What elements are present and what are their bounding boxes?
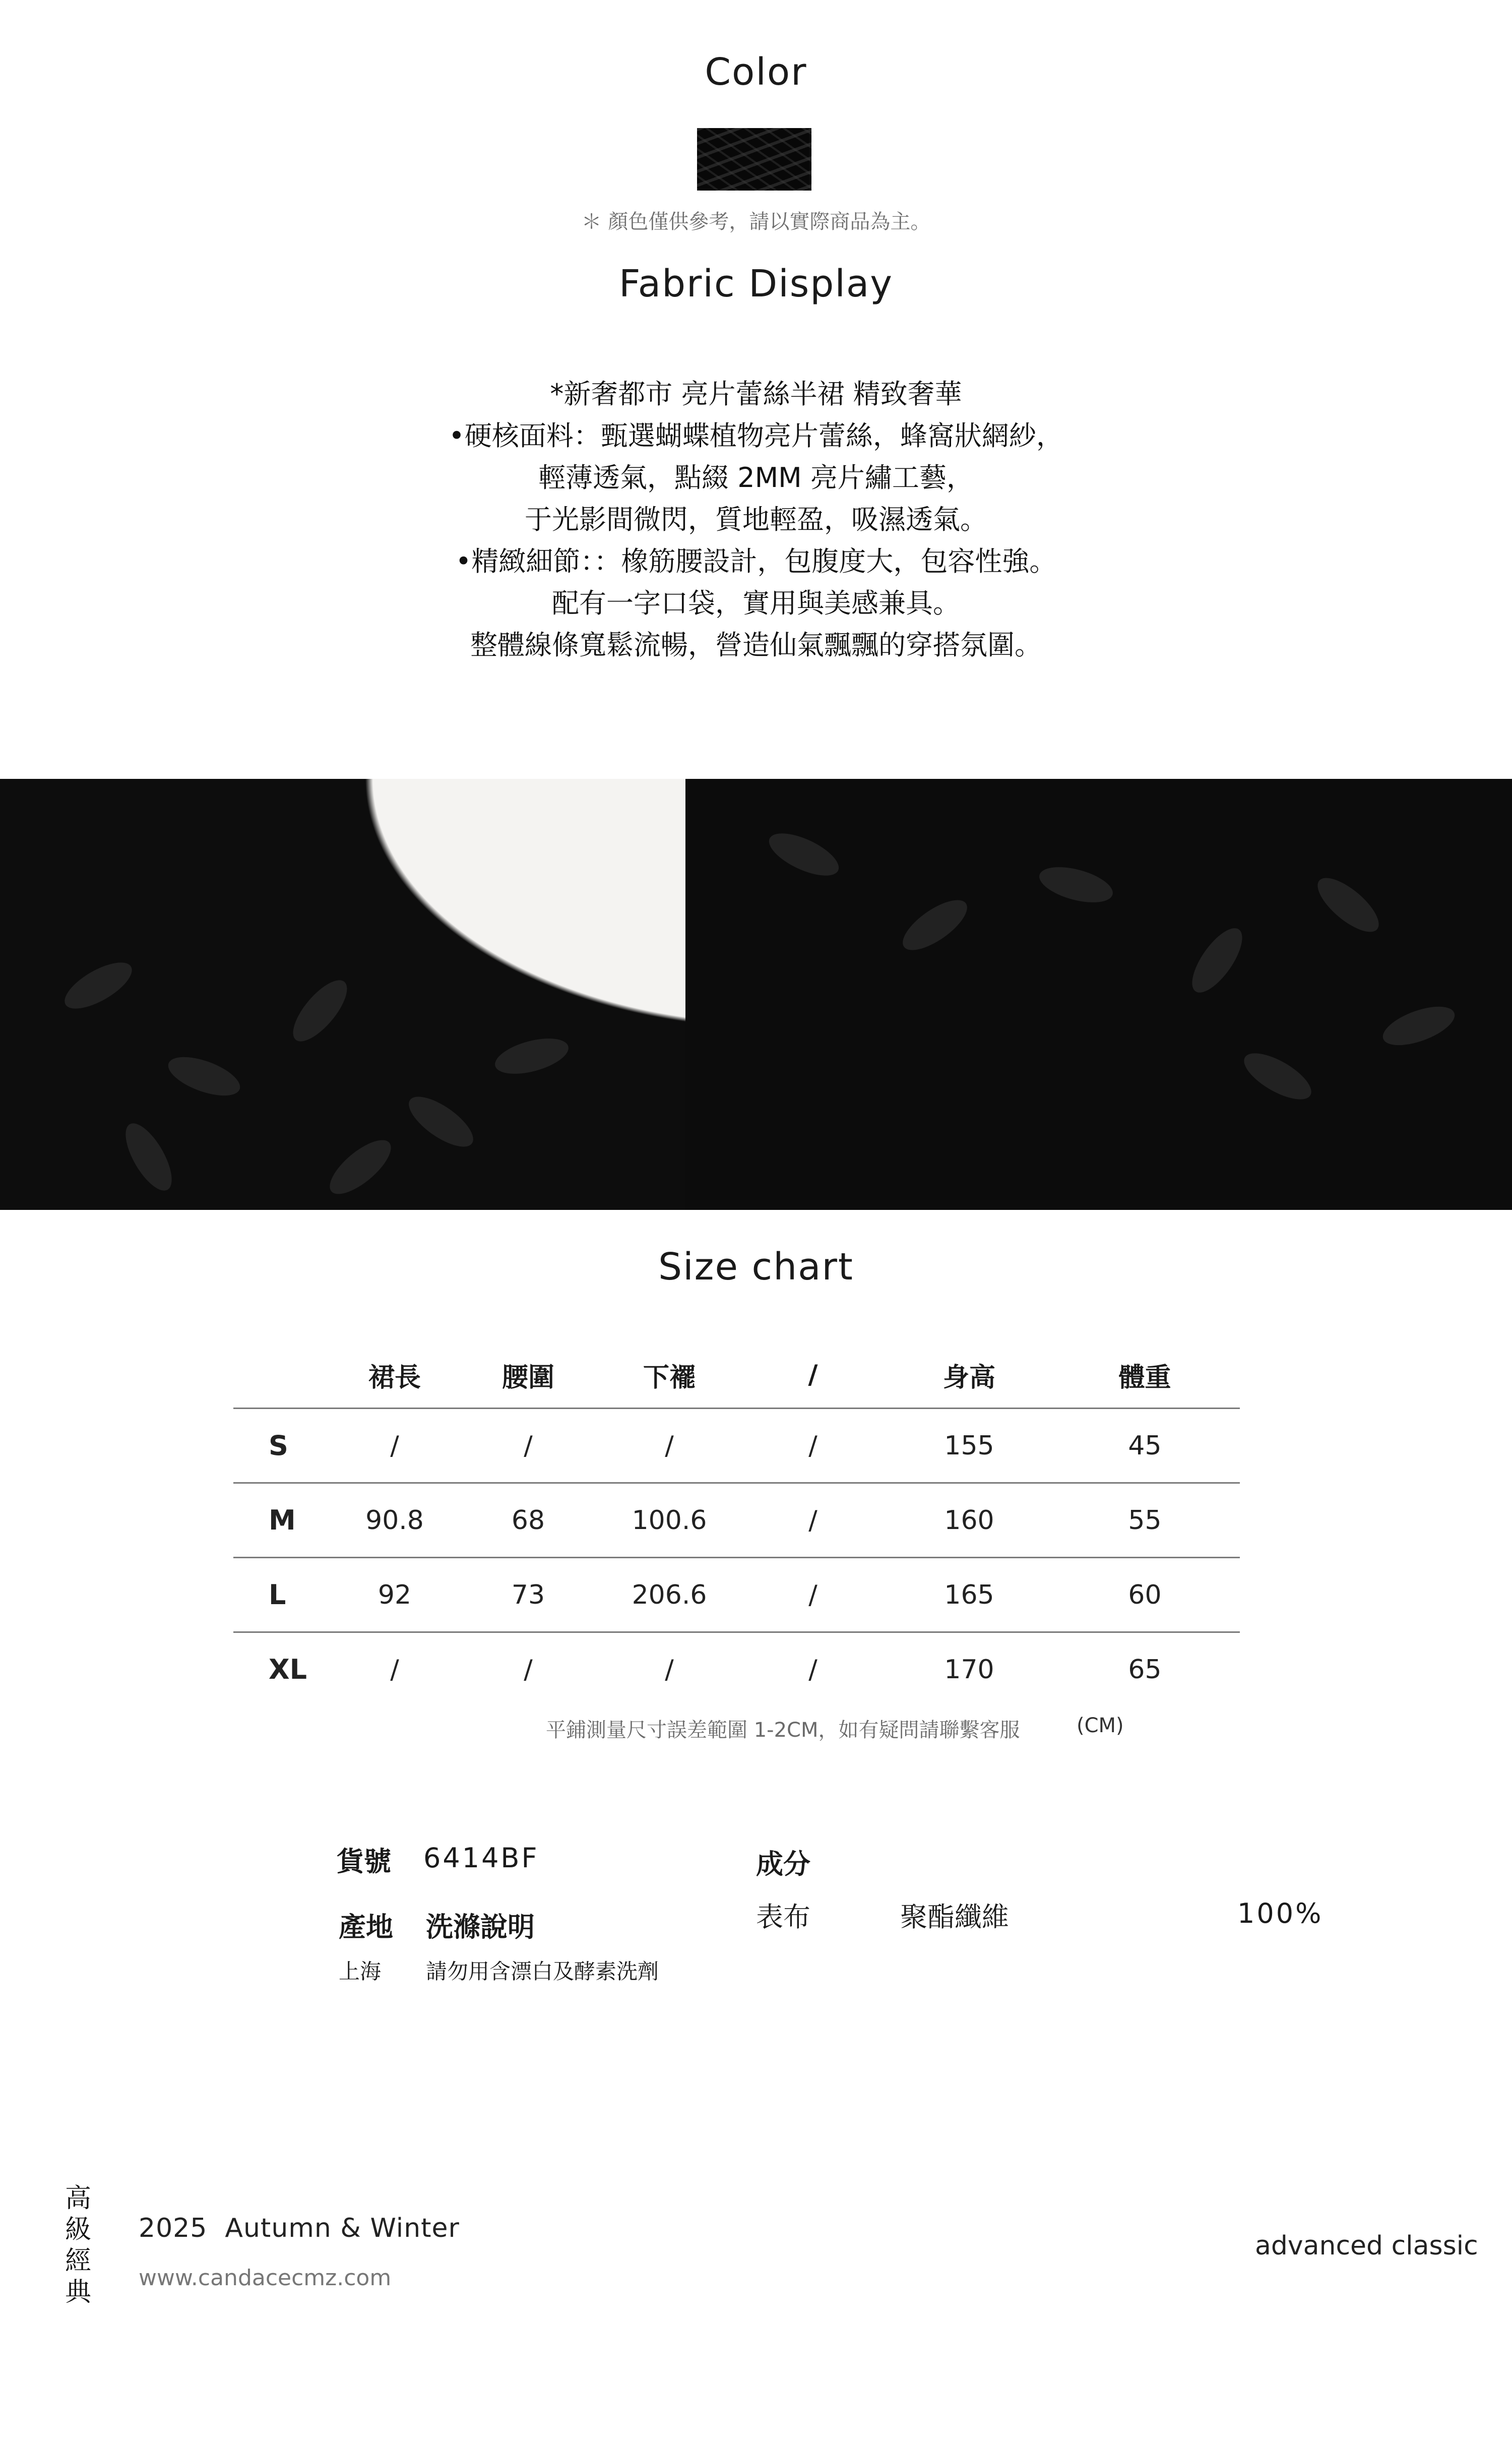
unit-label: (CM) [1077, 1714, 1124, 1737]
origin-label: 產地 [339, 1911, 393, 1943]
table-cell: / [455, 1632, 601, 1706]
table-cell: 206.6 [601, 1558, 737, 1632]
table-cell: 55 [1050, 1483, 1240, 1558]
header-skirt-length: 裙長 [368, 1362, 421, 1393]
description-line: •硬核面料：甄選蝴蝶植物亮片蕾絲，蜂窩狀網紗， [449, 420, 1063, 452]
size-label: L [233, 1558, 334, 1632]
table-cell: 65 [1050, 1632, 1240, 1706]
wash-instructions-label: 洗滌說明 [426, 1911, 535, 1943]
measurement-note: 平鋪測量尺寸誤差範圍 1-2CM，如有疑問請聯繫客服 [546, 1719, 1020, 1742]
table-cell: / [601, 1409, 737, 1483]
item-number-value: 6414BF [423, 1842, 539, 1874]
table-cell: / [334, 1632, 455, 1706]
size-label: M [233, 1483, 334, 1558]
table-cell: 90.8 [334, 1483, 455, 1558]
table-cell: 68 [455, 1483, 601, 1558]
brand-tagline: advanced classic [1255, 2231, 1478, 2261]
description-line: 于光影間微閃，質地輕盈，吸濕透氣。 [525, 504, 987, 535]
vertical-char: 高 [65, 2183, 91, 2214]
header-slash: / [808, 1360, 818, 1390]
table-cell: 160 [889, 1483, 1050, 1558]
website-link[interactable]: www.candacecmz.com [139, 2265, 392, 2291]
table-cell: / [737, 1409, 889, 1483]
table-cell: 60 [1050, 1558, 1240, 1632]
skirt-hem-photo [685, 779, 1512, 1210]
table-row [233, 1483, 1240, 1558]
vertical-brand-text [60, 2183, 96, 2308]
header-height: 身高 [942, 1362, 995, 1393]
size-table [233, 1342, 1240, 1706]
vertical-char: 經 [65, 2246, 91, 2276]
table-cell: 73 [455, 1558, 601, 1632]
description-line: 輕薄透氣，點綴 2MM 亮片繡工藝， [538, 462, 974, 494]
table-cell: 45 [1050, 1409, 1240, 1483]
description-line: *新奢都市 亮片蕾絲半裙 精致奢華 [550, 378, 962, 410]
table-cell: / [737, 1632, 889, 1706]
size-label: XL [233, 1632, 334, 1706]
table-row [233, 1632, 1240, 1706]
composition-material: 聚酯纖維 [900, 1901, 1009, 1933]
vertical-char: 級 [65, 2215, 91, 2245]
skirt-waistband-photo [0, 779, 685, 1210]
size-chart-title: Size chart [658, 1245, 854, 1289]
description-line: 整體線條寬鬆流暢，營造仙氣飄飄的穿搭氛圍。 [470, 629, 1042, 661]
description-line: 配有一字口袋，實用與美感兼具。 [552, 587, 960, 619]
table-row [233, 1558, 1240, 1632]
header-size [233, 1342, 334, 1409]
header-hem: 下襬 [643, 1362, 696, 1393]
table-cell: / [737, 1558, 889, 1632]
header-weight: 體重 [1118, 1362, 1171, 1393]
color-section-title: Color [705, 50, 807, 94]
wash-instructions-value: 請勿用含漂白及酵素洗劑 [426, 1959, 659, 1984]
table-cell: / [334, 1409, 455, 1483]
table-header-row [233, 1342, 1240, 1409]
fabric-description [0, 373, 1512, 666]
composition-label: 成分 [756, 1848, 810, 1880]
table-row [233, 1409, 1240, 1483]
color-disclaimer: ＊ 顏色僅供參考，請以實際商品為主。 [581, 210, 931, 233]
fabric-section-title: Fabric Display [618, 262, 894, 306]
table-cell: / [455, 1409, 601, 1483]
composition-part: 表布 [756, 1901, 810, 1933]
description-line: •精緻細節：：橡筋腰設計，包腹度大，包容性強。 [455, 545, 1057, 577]
table-cell: / [737, 1483, 889, 1558]
item-number-label: 貨號 [337, 1846, 391, 1877]
table-cell: 170 [889, 1632, 1050, 1706]
table-cell: 92 [334, 1558, 455, 1632]
color-swatch-black[interactable] [697, 128, 811, 191]
size-label: S [233, 1409, 334, 1483]
table-cell: 100.6 [601, 1483, 737, 1558]
table-cell: 155 [889, 1409, 1050, 1483]
table-cell: 165 [889, 1558, 1050, 1632]
composition-percent: 100% [1237, 1898, 1324, 1929]
origin-value: 上海 [339, 1959, 382, 1984]
vertical-char: 典 [65, 2277, 91, 2307]
table-cell: / [601, 1632, 737, 1706]
header-waist: 腰圍 [501, 1362, 554, 1393]
season-label: 2025 Autumn & Winter [139, 2213, 460, 2243]
